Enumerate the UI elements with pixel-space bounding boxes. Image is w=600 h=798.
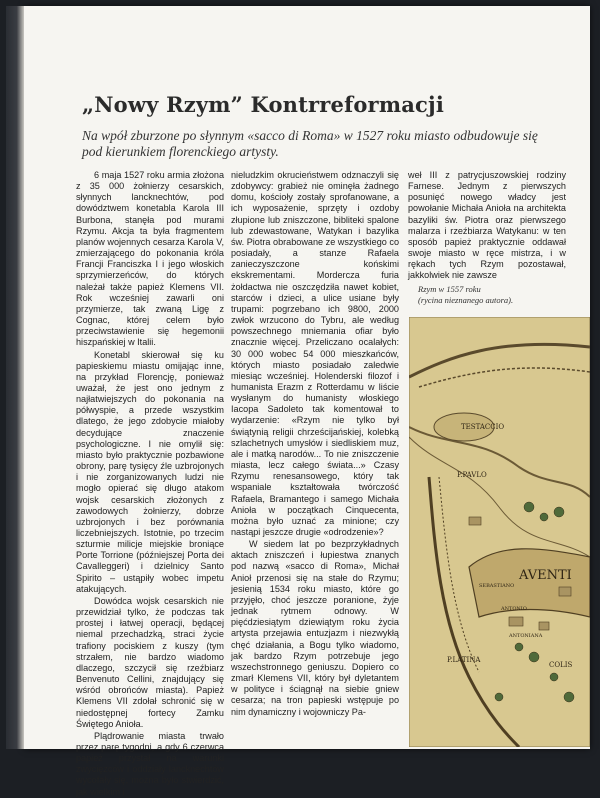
book-page [24,6,590,797]
paragraph: Dowódca wojsk cesarskich nie przewidział tylko, że podczas tak prostej i łatwej operacji, będącej niemal przechadzką, straci życie trafiony pociskiem z kuszy (tym strzałem, nie bardzo wiadomo dlaczego, szczycił się rzeźbiarz Benvenuto Cellini, znajdujący się wśród obrońców miasta). Papież Klemens VII zdołał schronić się w niedostępnej fortecy Zamku Świętego Anioła. [76,595,224,729]
map-label: P.PAVLO [457,471,487,479]
map-label: TESTACCIO [461,423,505,431]
figure-caption [418,284,568,305]
map-label: ANTONIANA [509,633,543,639]
article-subtitle: Na wpół zburzone po słynnym «sacco di Roma» w 1527 roku miasto odbudowuje się pod kierunkiem florenckiego artysty. [82,128,538,159]
rome-map-engraving [409,317,590,747]
paragraph: Plądrowanie miasta trwało przez parę tygodni, a gdy 6 czerwca papież przystał na warunki zwycięzców i oddziały lancknechtów wycofały się, można było stwierdzić, jak wielkim i [76,730,224,797]
map-label: SEBASTIANO [479,583,515,589]
text-column-2 [231,170,399,718]
text-column-1 [76,170,224,798]
text-column-3 [408,170,566,282]
paragraph: 6 maja 1527 roku armia złożona z 35 000 żołnierzy cesarskich, słynnych lancknechtów, pod dowództwem konetabla Karola III Burbona, stanęła pod murami Rzymu. Akcja ta była fragmentem planów wojennych cesarza Karola V, zmierzającego do pokonania króla Francji Franciszka I i jego włoskich sprzymierzeńców, do których należał także papież Klemens VII. Rok wcześniej zawarli oni przymierze, tak zwaną Ligę z Cognac, której celem było przeciwstawienie się hegemonii hiszpańskiej w Italii. [76,170,224,348]
paragraph: weł III z patrycjuszowskiej rodziny Farnese. Jednym z pierwszych posunięć nowego władcy jest powołanie Michała Anioła na architekta bazyliki św. Piotra oraz pierwszego malarza i rzeźbiarza Watykanu: w ten sposób papież praktycznie oddawał swoje miasto w ręce mistrza, i w rękach tych Rzym pozostawał, jakkolwiek nie zawsze [408,170,566,281]
article-title: „Nowy Rzym” Kontrreformacji [82,92,445,117]
paragraph: Konetabl skierował się ku papieskiemu miastu omijając inne, na przykład Florencję, ponieważ uważał, że jest ono jednym z najłatwiejszych do pokonania na półwyspie, a przede wszystkim dlatego, że jego zdobycie miałoby decydujące znaczenie psychologiczne. I nie omylił się: miasto było praktycznie pozbawione obrony, parę tysięcy źle uzbrojonych i nie zorganizowanych ludzi nie mogło opierać się długo atakom wojsk cesarskich złożonych z zawodowych żołnierzy, dobrze uzbrojonych i bez porównania liczebniejszych. Istotnie, po trzecim szturmie milicje miejskie broniące Porte Torrione (późniejszej Porta dei Cavalleggeri) i dzielnicy Santo Spirito – ustąpiły wobec impetu atakujących. [76,349,224,594]
map-label: COLIS [549,661,573,669]
caption-line: Rzym w 1557 roku [418,284,481,294]
map-label: AVENTI [519,568,572,583]
map-label: P.LATINA [447,656,481,664]
paragraph: W siedem lat po bezprzykładnych aktach zniszczeń i łupiestwa znanych pod nazwą «sacco di Roma», Michał Anioł przenosi się na stałe do Rzymu; jesienią 1534 roku miasto, które go przyjęło, choć jeszcze poranione, żyje jednak rytmem odnowy. W pięćdziesiątym dziewiątym roku życia artysta przejawia entuzjazm i niezwykłą chęć działania, a Bogu tylko wiadomo, jak bardzo Rzym potrzebuje jego wszechstronnego geniuszu. Dopiero co zmarł Klemens VII, który był dyletantem w polityce i ściągnął na siebie gniew cesarza; na tron papieski wstępuje po nim dynamiczny i wojowniczy Pa- [231,539,399,717]
paragraph: nieludzkim okrucieństwem odznaczyli się zdobywcy: grabież nie ominęła żadnego domu, kościoły zostały sprofanowane, a ich wyposażenie, sprzęty i ozdoby złupione lub zniszczone, bibliteki spalone lub zdewastowane, Watykan i bazylika św. Piotra obrabowane ze wszystkiego co posiadały, a stanze Rafaela zanieczyszczone końskimi ekskrementami. Mordercza furia żołdactwa nie oszczędziła nawet kobiet, starców i dzieci, a ulice usiane były trupami: pogrzebano ich 9800, 2000 zwłok wrzucono do Tybru, ale według powszechnego mniemania ofiar było znacznie więcej. Przeliczano ocalałych: 30 000 wobec 54 000 mieszkańców, których miasto posiadało zaledwie miesiąc wcześniej. Holenderski filozof i humanista Erazm z Rotterdamu w liście wysłanym do humanisty włoskiego Iacopa Sadoleto tak komentował to wydarzenie: «Rzym nie tylko był świątynią religii chrześcijańskiej, kolebką szlachetnych umysłów i siedliskiem muz, ale i matką narodów... To nie zniszczenie miasta, lecz całego świata...» Czasy Rzymu renesansowego, który tak wspaniale kształtowała twórczość Rafaela, Bramantego i samego Michała Anioła w początkach Cinquecenta, można było uznać za minione; czy nastąpi jeszcze drugie «odrodzenie»? [231,170,399,537]
caption-line: (rycina nieznanego autora). [418,294,514,305]
map-label: ANTONIO [501,606,527,612]
